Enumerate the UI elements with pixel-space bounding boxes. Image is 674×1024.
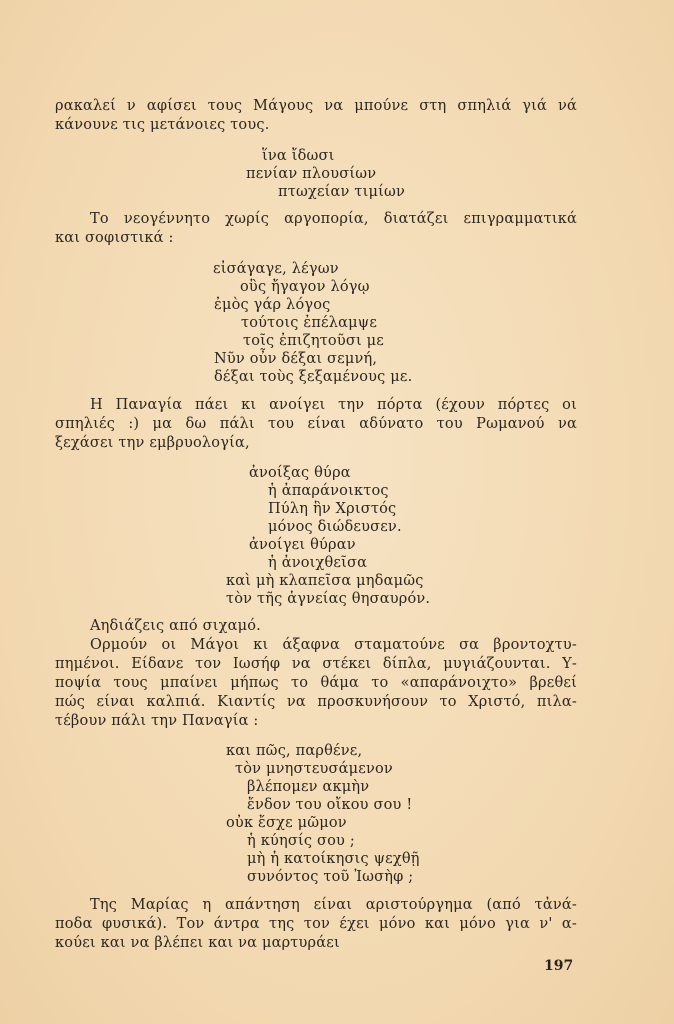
text-line: πώς είναι καλπιά. Κιαντίς να προσκυνήσουν το Χριστό, πιλα- [55, 694, 577, 710]
verse-line: ἀνοίγει θύραν [249, 537, 356, 553]
verse-line: Νῦν οὖν δέξαι σεμνή, [214, 351, 378, 367]
verse-line: ἵνα ἴδωσι [262, 148, 335, 164]
text-line: τέβουν πάλι την Παναγία : [55, 713, 259, 729]
verse-line: τοῖς ἐπιζητοῦσι με [243, 333, 385, 349]
verse-line: ἐμὸς γάρ λόγος [214, 297, 331, 313]
text-line: Ορμούν οι Μάγοι κι άξαφνα σταματούνε σα βροντοχτυ- [90, 637, 577, 653]
verse-line: και πῶς, παρθένε, [226, 743, 363, 759]
verse-line: δέξαι τοὺς ξεξαμένους με. [214, 369, 413, 385]
text-line: και σοφιστικά : [55, 230, 174, 246]
verse-line: τὸν τῆς ἁγνείας θησαυρόν. [226, 591, 431, 607]
verse-line: μὴ ἡ κατοίκησις ψεχθῇ [247, 851, 420, 867]
verse-line: πτωχείαν τιμίων [278, 184, 406, 200]
text-line: κούει και να βλέπει και να μαρτυράει [55, 935, 340, 951]
verse-line: βλέπομεν ακμὴν [247, 779, 370, 795]
page-number: 197 [544, 958, 574, 974]
verse-line: πενίαν πλουσίων [246, 166, 377, 182]
verse-line: ἔνδον του οἴκου σου ! [247, 797, 413, 813]
verse-line: ἡ κύησίς σου ; [247, 833, 355, 849]
verse-line: Πύλη ἣν Χριστός [268, 501, 397, 517]
text-line: κάνουνε τις μετάνοιες τους. [55, 117, 270, 133]
text-line: Αηδιάζεις από σιχαμό. [90, 618, 261, 634]
verse-line: συνόντος τοῦ Ἰωσὴφ ; [247, 869, 414, 885]
verse-line: μόνος διώδευσεν. [268, 519, 402, 535]
text-line: ρακαλεί ν αφίσει τους Μάγους να μπούνε στη σπηλιά γιά νά [55, 98, 577, 114]
verse-line: ἡ ἀνοιχθεῖσα [268, 555, 368, 571]
text-line: πημένοι. Είδανε τον Ιωσήφ να στέκει δίπλα, μυγιάζουνται. Υ- [55, 656, 577, 672]
verse-line: οὓς ἤγαγον λόγῳ [240, 279, 370, 295]
text-line: ποψία τους μπαίνει μήπως το θάμα το «απαράνοιχτο» βρεθεί [55, 675, 577, 691]
text-line: ξεχάσει την εμβρυολογία, [55, 435, 250, 451]
text-line: ποδα φυσικά). Τον άντρα της τον έχει μόνο και μόνο για ν' α- [55, 916, 577, 932]
verse-line: τὸν μνηστευσάμενον [235, 761, 393, 777]
text-line: σπηλιές :) μα δω πάλι του είναι αδύνατο του Ρωμανού να [55, 416, 577, 432]
verse-line: τούτοις ἐπέλαμψε [241, 315, 378, 331]
verse-line: οὐκ ἔσχε μῶμον [226, 815, 347, 831]
verse-line: καὶ μὴ κλαπεῖσα μηδαμῶς [226, 573, 424, 589]
verse-line: ἀνοίξας θύρα [249, 465, 351, 481]
text-line: Το νεογέννητο χωρίς αργοπορία, διατάζει επιγραμματικά [90, 211, 577, 227]
verse-line: εἰσάγαγε, λέγων [213, 261, 339, 277]
text-line: Η Παναγία πάει κι ανοίγει την πόρτα (έχουν πόρτες οι [90, 397, 577, 413]
verse-line: ἡ ἀπαράνοικτος [268, 483, 389, 499]
text-line: Της Μαρίας η απάντηση είναι αριστούργημα (από τἀνά- [90, 897, 577, 913]
